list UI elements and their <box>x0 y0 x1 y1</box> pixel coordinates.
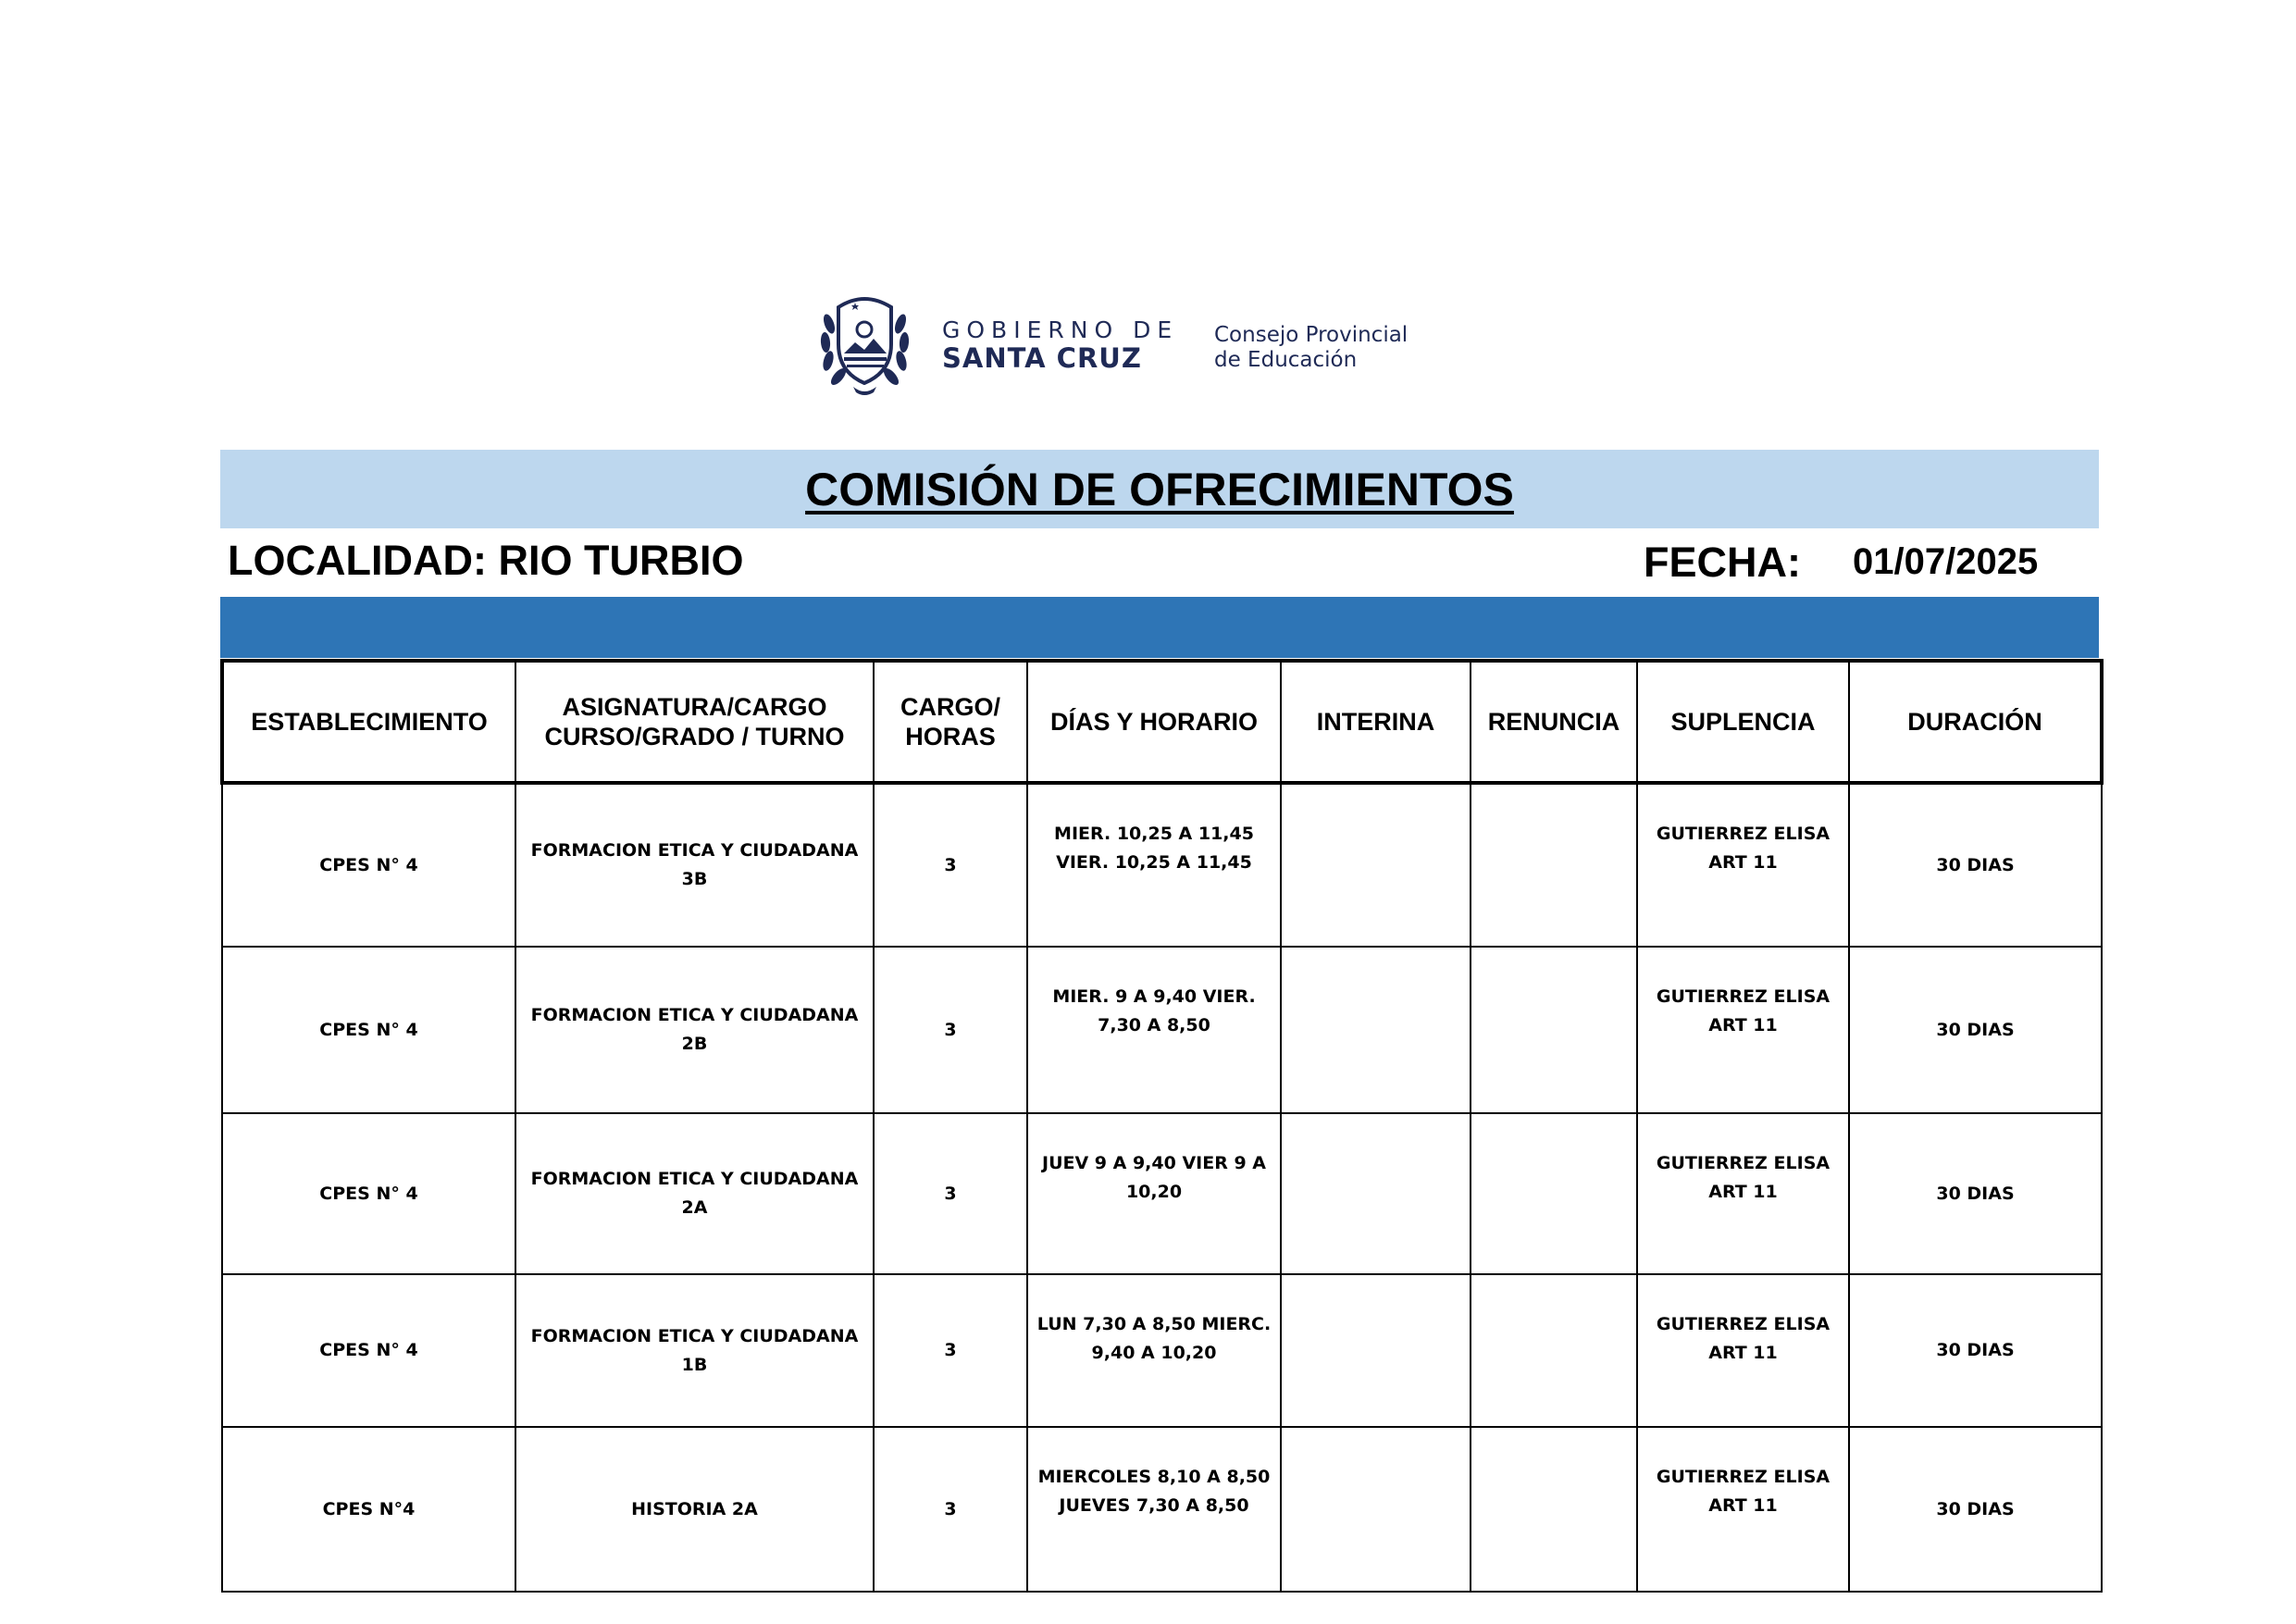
header-asignatura-line-1: ASIGNATURA/CARGO <box>562 693 827 721</box>
table-row <box>222 947 2102 1113</box>
cell-establecimiento: CPES N°4 <box>222 1427 515 1592</box>
page-title: COMISIÓN DE OFRECIMIENTOS <box>805 463 1514 515</box>
cell-duracion: 30 DIAS <box>1849 1427 2102 1592</box>
cell-renuncia <box>1471 1274 1637 1427</box>
cell-dias: MIER. 9 A 9,40 VIER. 7,30 A 8,50 <box>1027 947 1281 1113</box>
cell-interina <box>1281 1113 1471 1274</box>
header-interina: INTERINA <box>1281 661 1471 783</box>
cell-renuncia <box>1471 1427 1637 1592</box>
cell-renuncia <box>1471 947 1637 1113</box>
fecha-value: 01/07/2025 <box>1853 541 2039 582</box>
government-line-1: GOBIERNO DE <box>942 316 1179 343</box>
cell-cargo: 3 <box>874 1113 1027 1274</box>
header-cargo-line-2: HORAS <box>905 723 996 750</box>
cell-asignatura: FORMACION ETICA Y CIUDADANA 2B <box>515 947 874 1113</box>
cell-cargo: 3 <box>874 1274 1027 1427</box>
header-asignatura <box>515 661 874 783</box>
header-asignatura-line-2: CURSO/GRADO / TURNO <box>544 723 845 750</box>
council-line-2: de Educación <box>1214 348 1358 372</box>
cell-interina <box>1281 1427 1471 1592</box>
cell-duracion: 30 DIAS <box>1849 783 2102 947</box>
table-header-row <box>222 661 2102 783</box>
header-logo <box>816 287 1483 398</box>
fecha-label: FECHA: <box>1644 539 1801 586</box>
cell-cargo: 3 <box>874 783 1027 947</box>
header-cargo-line-1: CARGO/ <box>900 693 1000 721</box>
localidad-label: LOCALIDAD: RIO TURBIO <box>228 537 744 584</box>
cell-duracion: 30 DIAS <box>1849 1274 2102 1427</box>
cell-suplencia: GUTIERREZ ELISA ART 11 <box>1637 1274 1849 1427</box>
cell-renuncia <box>1471 783 1637 947</box>
cell-establecimiento: CPES N° 4 <box>222 1113 515 1274</box>
provincial-seal-icon <box>816 287 913 398</box>
cell-asignatura: HISTORIA 2A <box>515 1427 874 1592</box>
cell-asignatura: FORMACION ETICA Y CIUDADANA 1B <box>515 1274 874 1427</box>
header-establecimiento: ESTABLECIMIENTO <box>222 661 515 783</box>
cell-asignatura: FORMACION ETICA Y CIUDADANA 2A <box>515 1113 874 1274</box>
header-cargo <box>874 661 1027 783</box>
title-band <box>220 450 2099 528</box>
header-duracion: DURACIÓN <box>1849 661 2102 783</box>
cell-suplencia: GUTIERREZ ELISA ART 11 <box>1637 947 1849 1113</box>
offers-table <box>220 659 2104 1593</box>
cell-cargo: 3 <box>874 947 1027 1113</box>
cell-asignatura: FORMACION ETICA Y CIUDADANA 3B <box>515 783 874 947</box>
cell-interina <box>1281 783 1471 947</box>
cell-establecimiento: CPES N° 4 <box>222 947 515 1113</box>
cell-interina <box>1281 1274 1471 1427</box>
blue-separator-band <box>220 597 2099 658</box>
cell-interina <box>1281 947 1471 1113</box>
header-renuncia: RENUNCIA <box>1471 661 1637 783</box>
council-name <box>1214 323 1408 373</box>
cell-dias: MIER. 10,25 A 11,45 VIER. 10,25 A 11,45 <box>1027 783 1281 947</box>
cell-duracion: 30 DIAS <box>1849 1113 2102 1274</box>
cell-suplencia: GUTIERREZ ELISA ART 11 <box>1637 1427 1849 1592</box>
cell-duracion: 30 DIAS <box>1849 947 2102 1113</box>
table-row <box>222 1113 2102 1274</box>
council-line-1: Consejo Provincial <box>1214 323 1409 347</box>
cell-dias: MIERCOLES 8,10 A 8,50 JUEVES 7,30 A 8,50 <box>1027 1427 1281 1592</box>
cell-establecimiento: CPES N° 4 <box>222 1274 515 1427</box>
cell-suplencia: GUTIERREZ ELISA ART 11 <box>1637 1113 1849 1274</box>
cell-renuncia <box>1471 1113 1637 1274</box>
cell-cargo: 3 <box>874 1427 1027 1592</box>
government-line-2: SANTA CRUZ <box>942 342 1142 374</box>
government-name <box>942 317 1178 373</box>
header-dias: DÍAS Y HORARIO <box>1027 661 1281 783</box>
cell-establecimiento: CPES N° 4 <box>222 783 515 947</box>
table-row <box>222 783 2102 947</box>
cell-dias: LUN 7,30 A 8,50 MIERC. 9,40 A 10,20 <box>1027 1274 1281 1427</box>
header-suplencia: SUPLENCIA <box>1637 661 1849 783</box>
cell-suplencia: GUTIERREZ ELISA ART 11 <box>1637 783 1849 947</box>
table-row <box>222 1274 2102 1427</box>
cell-dias: JUEV 9 A 9,40 VIER 9 A 10,20 <box>1027 1113 1281 1274</box>
table-row <box>222 1427 2102 1592</box>
